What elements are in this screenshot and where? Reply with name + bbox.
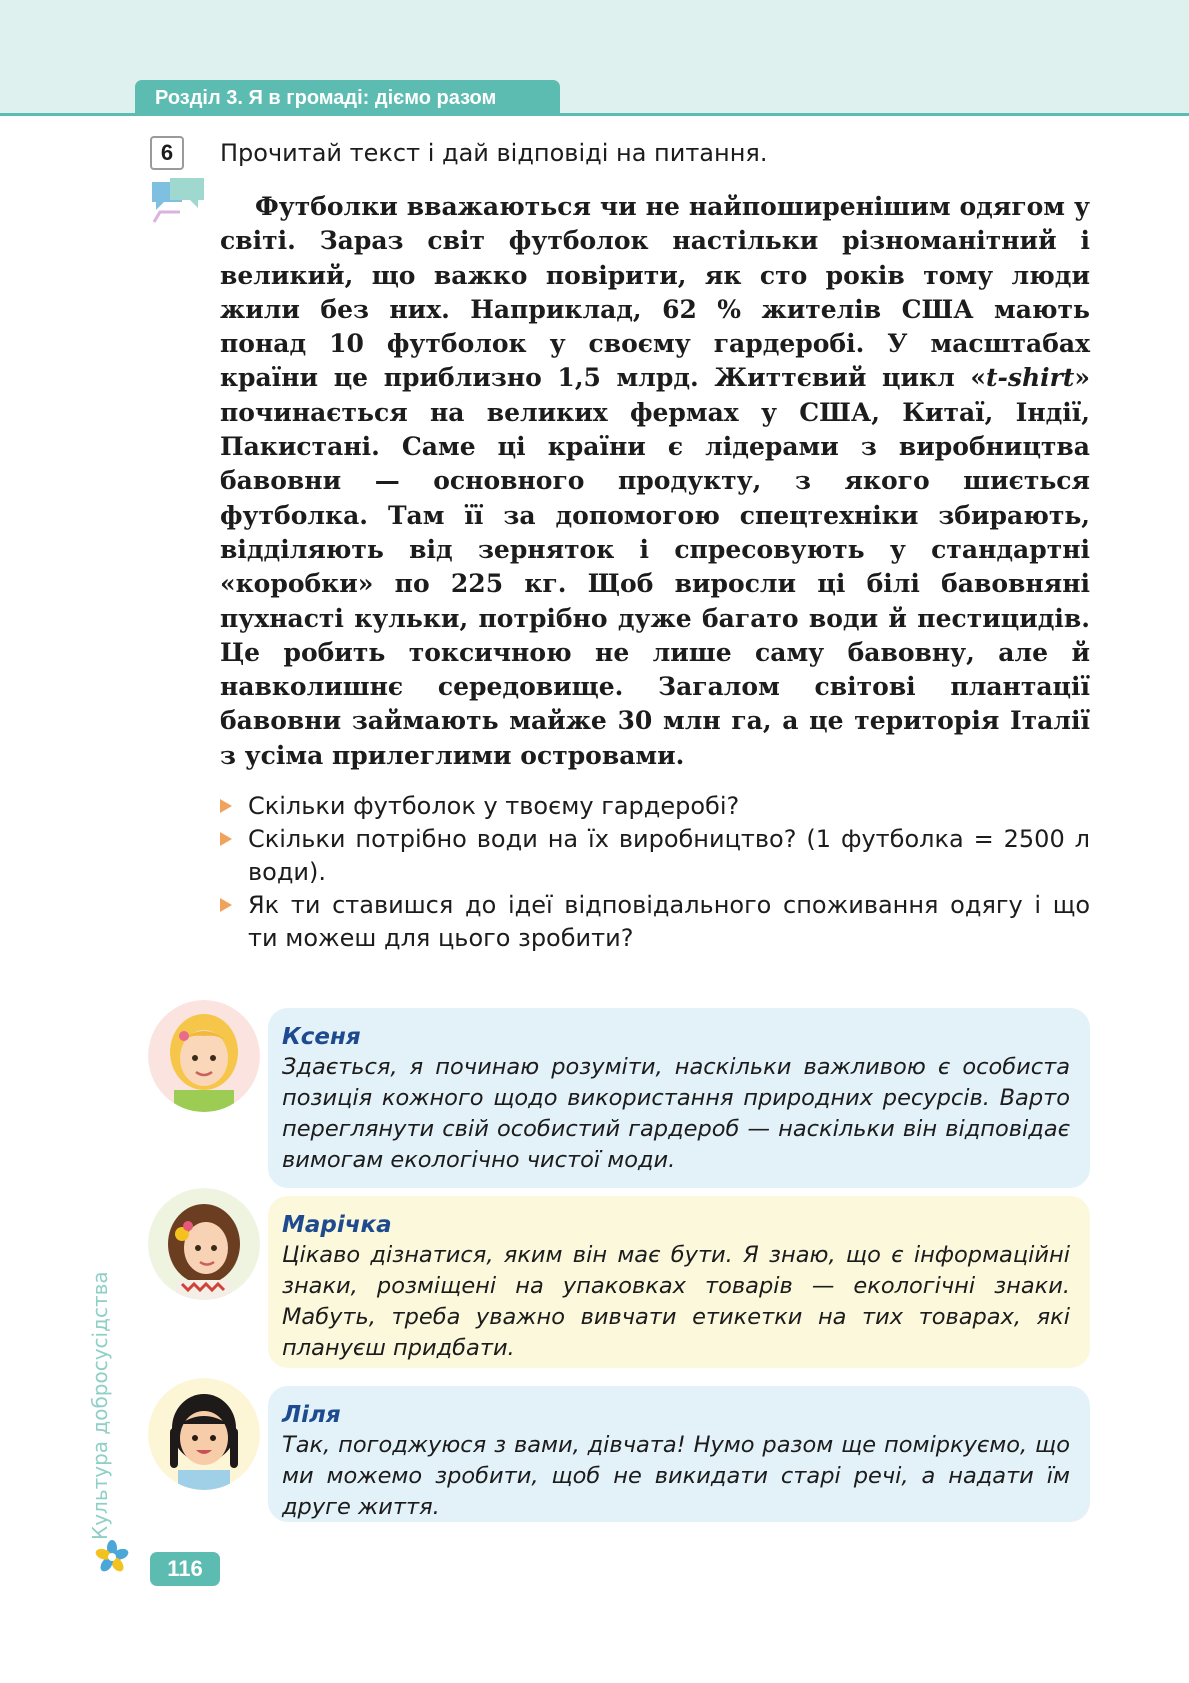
avatar-ksenia	[148, 1000, 260, 1112]
bullet-arrow-icon	[220, 832, 232, 846]
question-text: Як ти ставишся до ідеї відповідального споживання одягу і що ти можеш для цього зробити?	[248, 891, 1090, 952]
task-number: 6	[150, 136, 184, 170]
section-side-label: Культура добросусідства	[88, 1271, 112, 1540]
speaker-name: Ксеня	[282, 1024, 361, 1050]
question-item	[220, 823, 1090, 889]
article-part-2: » починається на великих фермах у США, Китаї, Індії, Пакистані. Саме ці країни є лідерами з виробництва бавовни — основного продукту, з якого шиється футболка. Там її за допомогою спецтехніки збирають, відділяють від зерняток і спресовують у стандартні «коробки» по 225 кг. Щоб виросли ці білі бавовняні пухнасті кульки, потрібно дуже багато води й пестицидів. Це робить токсичною не лише саму бавовну, але й навколишнє середовище. Загалом світові плантації бавовни займають майже 30 млн га, а це територія Італії з усіма прилеглими островами.	[220, 363, 1090, 770]
page-number: 116	[150, 1552, 220, 1586]
task-instruction: Прочитай текст і дай відповіді на питання.	[220, 139, 768, 167]
speaker-text: Здається, я починаю розуміти, наскільки важливою є особиста позиція кожного щодо використання природних ресурсів. Варто переглянути свій особистий гардероб — наскільки він відповідає вимогам екологічно чистої моди.	[282, 1054, 1070, 1173]
question-text: Скільки потрібно води на їх виробництво? (1 футболка = 2500 л води).	[248, 825, 1090, 886]
chat-bubbles-icon	[150, 178, 206, 226]
avatar-lilia	[148, 1378, 260, 1490]
dialogue-bubble-marichka	[268, 1196, 1090, 1368]
bullet-arrow-icon	[220, 799, 232, 813]
flower-icon	[95, 1540, 129, 1574]
speaker-text: Так, погоджуюся з вами, дівчата! Нумо разом ще поміркуємо, що ми можемо зробити, щоб не викидати старі речі, а надати їм друге життя.	[282, 1432, 1070, 1520]
speaker-text: Цікаво дізнатися, яким він має бути. Я знаю, що є інформаційні знаки, розміщені на упаковках товарів — екологічні знаки. Мабуть, треба уважно вивчати етикетки на тих товарах, які плануєш придбати.	[282, 1242, 1070, 1361]
article-italic-term: t-shirt	[985, 363, 1075, 393]
questions-list	[220, 790, 1090, 955]
question-item	[220, 889, 1090, 955]
question-item	[220, 790, 1090, 823]
dialogue-bubble-lilia	[268, 1386, 1090, 1522]
chapter-title: Розділ 3. Я в громаді: діємо разом	[135, 80, 560, 116]
speaker-name: Марічка	[282, 1212, 392, 1238]
article-text	[220, 190, 1090, 773]
avatar-marichka	[148, 1188, 260, 1300]
dialogue-bubble-ksenia	[268, 1008, 1090, 1188]
speaker-name: Ліля	[282, 1402, 341, 1428]
bullet-arrow-icon	[220, 898, 232, 912]
question-text: Скільки футболок у твоєму гардеробі?	[248, 792, 740, 820]
article-part-1: Футболки вважаються чи не найпоширенішим одягом у світі. Зараз світ футболок настільки різноманітний і великий, що важко повірити, як сто років тому люди жили без них. Наприклад, 62 % жителів США мають понад 10 футболок у своєму гардеробі. У масштабах країни це приблизно 1,5 млрд. Життєвий цикл «	[220, 192, 1090, 393]
